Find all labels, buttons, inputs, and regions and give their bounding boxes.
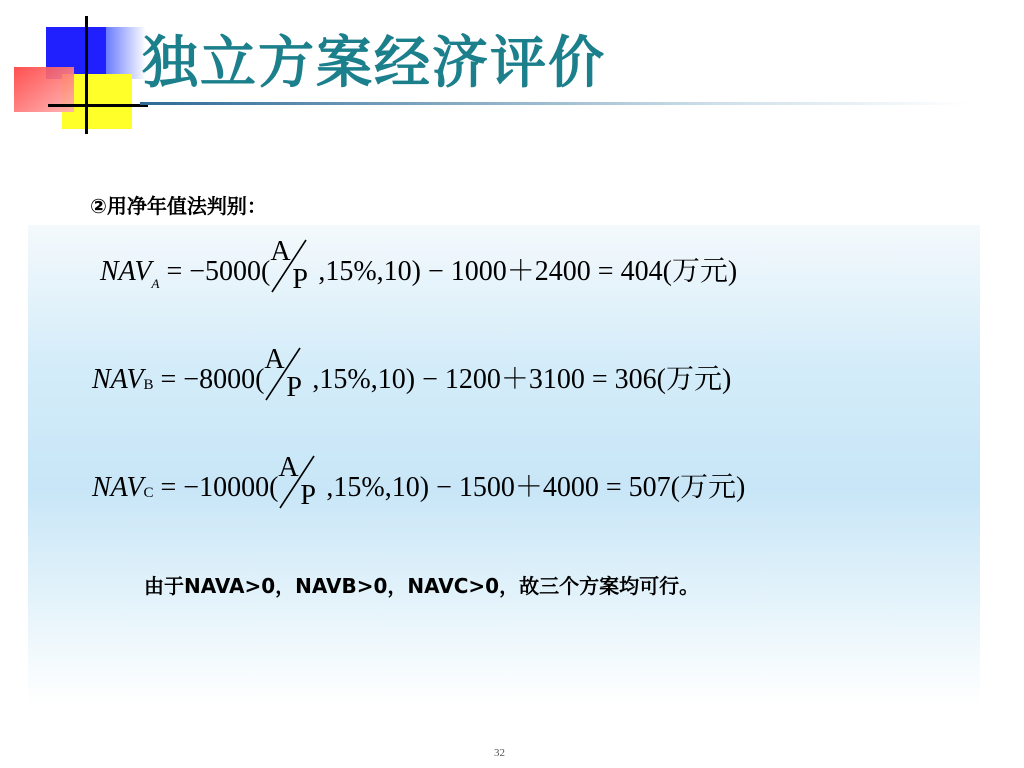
formula-c-factor (278, 452, 326, 511)
formula-b-rhs: − 1200＋3100 = 306(万元) (415, 364, 732, 395)
formula-a-nav-label: NAV (100, 256, 152, 287)
decor-vertical-line (85, 16, 88, 134)
decor-blue-fade (106, 27, 146, 79)
formula-c-rhs: − 1500＋4000 = 507(万元) (429, 472, 746, 503)
formula-c-nav-label: NAV (92, 472, 144, 503)
formula-b-factor (264, 344, 312, 403)
formula-b-subscript: B (143, 377, 154, 393)
formula-b-nav-label: NAV (92, 364, 144, 395)
page-number: 32 (494, 747, 505, 759)
formula-a-rhs: − 1000＋2400 = 404(万元) (421, 256, 738, 287)
formula-a-args: ,15%,10) (318, 256, 422, 287)
formula-a-lhs: = −5000( (159, 256, 271, 287)
formula-b-args: ,15%,10) (312, 364, 416, 395)
decor-horizontal-line (48, 104, 148, 107)
formula-b-factor-den: P (286, 372, 302, 403)
conclusion-text: 由于NAVA>0，NAVB>0，NAVC>0，故三个方案均可行。 (144, 574, 700, 598)
formula-nav-b (92, 344, 732, 403)
formula-b-factor-num: A (264, 344, 285, 375)
formula-a-factor (270, 236, 318, 295)
formula-c-factor-num: A (278, 452, 299, 483)
content-panel (28, 225, 980, 705)
formula-c-subscript: C (143, 485, 154, 501)
formula-nav-c (92, 452, 746, 511)
formula-nav-a (100, 236, 738, 295)
method-subheading: ②用净年值法判别： (90, 194, 267, 218)
formula-c-factor-den: P (300, 480, 316, 511)
formula-a-factor-num: A (270, 236, 291, 267)
formula-b-lhs: = −8000( (153, 364, 265, 395)
formula-a-factor-den: P (292, 264, 308, 295)
slide-title: 独立方案经济评价 (142, 31, 606, 96)
formula-c-lhs: = −10000( (153, 472, 279, 503)
formula-a-subscript: A (151, 276, 160, 291)
formula-c-args: ,15%,10) (326, 472, 430, 503)
